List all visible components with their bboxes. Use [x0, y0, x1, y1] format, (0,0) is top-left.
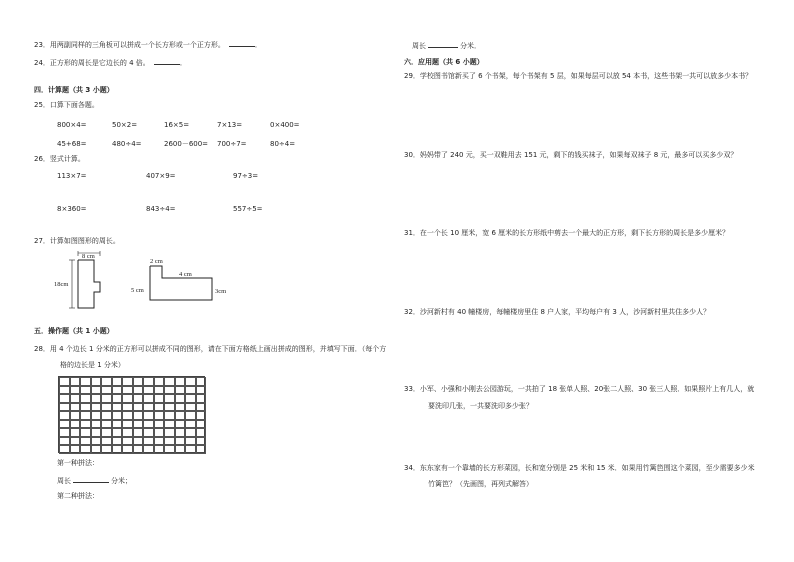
answer-blank-24[interactable] [154, 58, 180, 65]
grid-cell[interactable] [164, 437, 175, 446]
grid-cell[interactable] [70, 437, 81, 446]
question-33-line-2: 要洗印几张，一共要洗印多少张？ [428, 402, 533, 410]
grid-cell[interactable] [122, 386, 133, 395]
grid-cell[interactable] [112, 428, 123, 437]
figure-1-left-label: 18cm [54, 281, 69, 288]
grid-cell[interactable] [185, 437, 196, 446]
grid-cell[interactable] [133, 428, 144, 437]
question-28-line-2: 格的边长是 1 分米） [60, 361, 125, 369]
method-2-label: 第二种拼法： [57, 492, 99, 500]
grid-cell[interactable] [164, 386, 175, 395]
grid-cell[interactable] [185, 394, 196, 403]
grid-cell[interactable] [70, 420, 81, 429]
grid-cell[interactable] [164, 445, 175, 454]
question-24-text: 24．正方形的周长是它边长的 4 倍。 [34, 59, 150, 67]
grid-cell[interactable] [154, 403, 165, 412]
figure-1-shape [78, 260, 100, 308]
grid-cell[interactable] [133, 394, 144, 403]
grid-cell[interactable] [143, 411, 154, 420]
grid-cell[interactable] [70, 411, 81, 420]
grid-cell[interactable] [59, 403, 70, 412]
grid-cell[interactable] [112, 437, 123, 446]
grid-cell[interactable] [133, 386, 144, 395]
grid-cell[interactable] [175, 394, 186, 403]
grid-cell[interactable] [196, 386, 207, 395]
grid-cell[interactable] [122, 445, 133, 454]
vertical-item: 407×9= [146, 172, 176, 180]
grid-cell[interactable] [80, 411, 91, 420]
grid-cell[interactable] [70, 377, 81, 386]
grid-cell[interactable] [122, 420, 133, 429]
grid-cell[interactable] [112, 411, 123, 420]
grid-cell[interactable] [91, 386, 102, 395]
grid-cell[interactable] [175, 445, 186, 454]
grid-cell[interactable] [91, 377, 102, 386]
section-4-heading: 四．计算题（共 3 小题） [34, 86, 114, 94]
grid-cell[interactable] [185, 386, 196, 395]
oral-item: 480÷4= [112, 140, 142, 148]
grid-cell[interactable] [112, 445, 123, 454]
grid-cell[interactable] [101, 411, 112, 420]
grid-cell[interactable] [143, 437, 154, 446]
grid-cell[interactable] [175, 377, 186, 386]
grid-cell[interactable] [101, 394, 112, 403]
grid-cell[interactable] [91, 437, 102, 446]
grid-cell[interactable] [133, 445, 144, 454]
oral-item: 45+68= [57, 140, 87, 148]
grid-cell[interactable] [154, 445, 165, 454]
perimeter-1: 周长 分米； [57, 477, 132, 485]
grid-cell[interactable] [133, 403, 144, 412]
grid-cell[interactable] [154, 420, 165, 429]
grid-cell[interactable] [154, 428, 165, 437]
grid-cell[interactable] [112, 377, 123, 386]
grid-cell[interactable] [59, 394, 70, 403]
grid-cell[interactable] [101, 428, 112, 437]
oral-item: 700÷7= [217, 140, 247, 148]
grid-cell[interactable] [122, 428, 133, 437]
grid-cell[interactable] [185, 377, 196, 386]
vertical-item: 557÷5= [233, 205, 263, 213]
grid-cell[interactable] [70, 386, 81, 395]
grid-cell[interactable] [154, 377, 165, 386]
grid-cell[interactable] [143, 403, 154, 412]
grid-cell[interactable] [185, 420, 196, 429]
grid-cell[interactable] [59, 428, 70, 437]
grid-cell[interactable] [175, 437, 186, 446]
grid-cell[interactable] [164, 377, 175, 386]
grid-cell[interactable] [91, 420, 102, 429]
grid-cell[interactable] [164, 394, 175, 403]
grid-cell[interactable] [80, 437, 91, 446]
grid-cell[interactable] [196, 377, 207, 386]
grid-cell[interactable] [59, 437, 70, 446]
grid-cell[interactable] [185, 445, 196, 454]
grid-cell[interactable] [91, 394, 102, 403]
grid-cell[interactable] [143, 386, 154, 395]
grid-cell[interactable] [70, 445, 81, 454]
section-6-heading: 六．应用题（共 6 小题） [404, 58, 484, 66]
grid-cell[interactable] [133, 411, 144, 420]
oral-item: 7×13= [217, 121, 243, 129]
grid-cell[interactable] [175, 386, 186, 395]
grid-cell[interactable] [122, 403, 133, 412]
grid-cell[interactable] [112, 386, 123, 395]
grid-cell[interactable] [122, 437, 133, 446]
grid-cell[interactable] [80, 428, 91, 437]
grid-cell[interactable] [91, 428, 102, 437]
question-32: 32．沙河新村有 40 幢楼房，每幢楼房里住 8 户人家，平均每户有 3 人，沙河新村里共住多少人？ [404, 308, 711, 316]
grid-cell[interactable] [185, 428, 196, 437]
grid-cell[interactable] [101, 445, 112, 454]
grid-cell[interactable] [59, 411, 70, 420]
grid-cell[interactable] [196, 411, 207, 420]
grid-cell[interactable] [112, 394, 123, 403]
question-34-line-1: 34．东东家有一个靠墙的长方形菜园，长和宽分别是 25 米和 15 米．如果用竹篱笆围这个菜园，至少需要多少米 [404, 464, 755, 472]
grid-cell[interactable] [164, 403, 175, 412]
grid-cell[interactable] [101, 403, 112, 412]
grid-cell[interactable] [59, 445, 70, 454]
grid-cell[interactable] [143, 377, 154, 386]
grid-cell[interactable] [101, 377, 112, 386]
grid-cell[interactable] [154, 394, 165, 403]
oral-item: 0×400= [270, 121, 300, 129]
grid-cell[interactable] [122, 377, 133, 386]
grid-cell[interactable] [112, 403, 123, 412]
grid-cell[interactable] [101, 437, 112, 446]
grid-cell[interactable] [164, 420, 175, 429]
question-25: 25．口算下面各题。 [34, 101, 99, 109]
grid-cell[interactable] [175, 403, 186, 412]
grid-cell[interactable] [196, 403, 207, 412]
grid-cell[interactable] [70, 403, 81, 412]
question-30: 30．妈妈带了 240 元，买一双鞋用去 151 元，剩下的钱买袜子，如果每双袜子 8 元，最多可以买多少双？ [404, 151, 738, 159]
grid-cell[interactable] [91, 411, 102, 420]
grid-cell[interactable] [164, 411, 175, 420]
grid-cell[interactable] [59, 386, 70, 395]
grid-cell[interactable] [196, 437, 207, 446]
vertical-item: 113×7= [57, 172, 87, 180]
grid-cell[interactable] [101, 420, 112, 429]
grid-cell[interactable] [196, 428, 207, 437]
grid-cell[interactable] [175, 411, 186, 420]
question-33-line-1: 33．小军、小强和小刚去公园游玩，一共拍了 18 张单人照、20张二人照、30 张三人照．如果照片上有几人，就 [404, 385, 755, 393]
question-23-text: 23．用两副同样的三角板可以拼成一个长方形或一个正方形。 [34, 41, 225, 49]
grid-cell[interactable] [143, 428, 154, 437]
grid-cell[interactable] [70, 428, 81, 437]
oral-item: 16×5= [164, 121, 190, 129]
grid-cell[interactable] [59, 377, 70, 386]
grid-cell[interactable] [80, 403, 91, 412]
grid-cell[interactable] [154, 386, 165, 395]
grid-cell[interactable] [80, 394, 91, 403]
grid-cell[interactable] [143, 394, 154, 403]
oral-item: 80÷4= [270, 140, 296, 148]
figure-1-top-label: 8 cm [82, 253, 95, 260]
answer-blank-23[interactable] [229, 40, 255, 47]
grid-cell[interactable] [133, 377, 144, 386]
grid-cell[interactable] [196, 394, 207, 403]
oral-item: 800×4= [57, 121, 87, 129]
perimeter-2-blank[interactable] [428, 41, 458, 48]
grid-cell[interactable] [175, 428, 186, 437]
grid-cell[interactable] [143, 445, 154, 454]
perimeter-2: 周长 分米． [412, 42, 481, 50]
grid-paper[interactable] [58, 376, 205, 453]
oral-item: 50×2= [112, 121, 138, 129]
figure-2-top-label: 2 cm [150, 258, 163, 265]
grid-cell[interactable] [80, 420, 91, 429]
grid-cell[interactable] [80, 386, 91, 395]
vertical-item: 843÷4= [146, 205, 176, 213]
vertical-item: 8×360= [57, 205, 87, 213]
perimeter-1-blank[interactable] [73, 476, 109, 483]
method-1-label: 第一种拼法： [57, 459, 99, 467]
grid-cell[interactable] [133, 420, 144, 429]
vertical-item: 97÷3= [233, 172, 259, 180]
grid-cell[interactable] [133, 437, 144, 446]
grid-cell[interactable] [91, 403, 102, 412]
question-28-line-1: 28．用 4 个边长 1 分米的正方形可以拼成不同的图形，请在下面方格纸上画出拼成的图形，并填写下面．（每个方 [34, 345, 387, 353]
grid-cell[interactable] [196, 420, 207, 429]
question-31: 31．在一个长 10 厘米，宽 6 厘米的长方形纸中剪去一个最大的正方形，剩下长方形的周长是多少厘米？ [404, 229, 730, 237]
grid-cell[interactable] [185, 411, 196, 420]
question-29: 29．学校图书馆新买了 6 个书架，每个书架有 5 层，如果每层可以放 54 本书，这些书架一共可以放多少本书？ [404, 72, 753, 80]
grid-cell[interactable] [80, 445, 91, 454]
question-27: 27．计算如图图形的周长。 [34, 237, 120, 245]
figure-2-left-label: 5 cm [131, 287, 144, 294]
grid-cell[interactable] [196, 445, 207, 454]
question-26: 26．竖式计算。 [34, 155, 85, 163]
grid-cell[interactable] [59, 420, 70, 429]
grid-cell[interactable] [122, 411, 133, 420]
oral-item: 2600－600= [164, 140, 209, 148]
grid-cell[interactable] [122, 394, 133, 403]
grid-cell[interactable] [101, 386, 112, 395]
figure-2-right-label: 3cm [215, 288, 227, 295]
perimeter-figures [52, 250, 242, 312]
grid-cell[interactable] [91, 445, 102, 454]
grid-cell[interactable] [154, 411, 165, 420]
grid-cell[interactable] [143, 420, 154, 429]
grid-cell[interactable] [164, 428, 175, 437]
grid-cell[interactable] [80, 377, 91, 386]
section-5-heading: 五．操作题（共 1 小题） [34, 327, 114, 335]
grid-cell[interactable] [185, 403, 196, 412]
question-23: 23．用两副同样的三角板可以拼成一个长方形或一个正方形。 ． [34, 41, 262, 49]
grid-cell[interactable] [154, 437, 165, 446]
grid-cell[interactable] [175, 420, 186, 429]
question-24: 24．正方形的周长是它边长的 4 倍。 ． [34, 59, 187, 67]
grid-cell[interactable] [70, 394, 81, 403]
grid-cell[interactable] [112, 420, 123, 429]
figure-2-mid-label: 4 cm [179, 271, 192, 278]
question-34-line-2: 竹篱笆？（先画图，再列式解答） [428, 480, 533, 488]
